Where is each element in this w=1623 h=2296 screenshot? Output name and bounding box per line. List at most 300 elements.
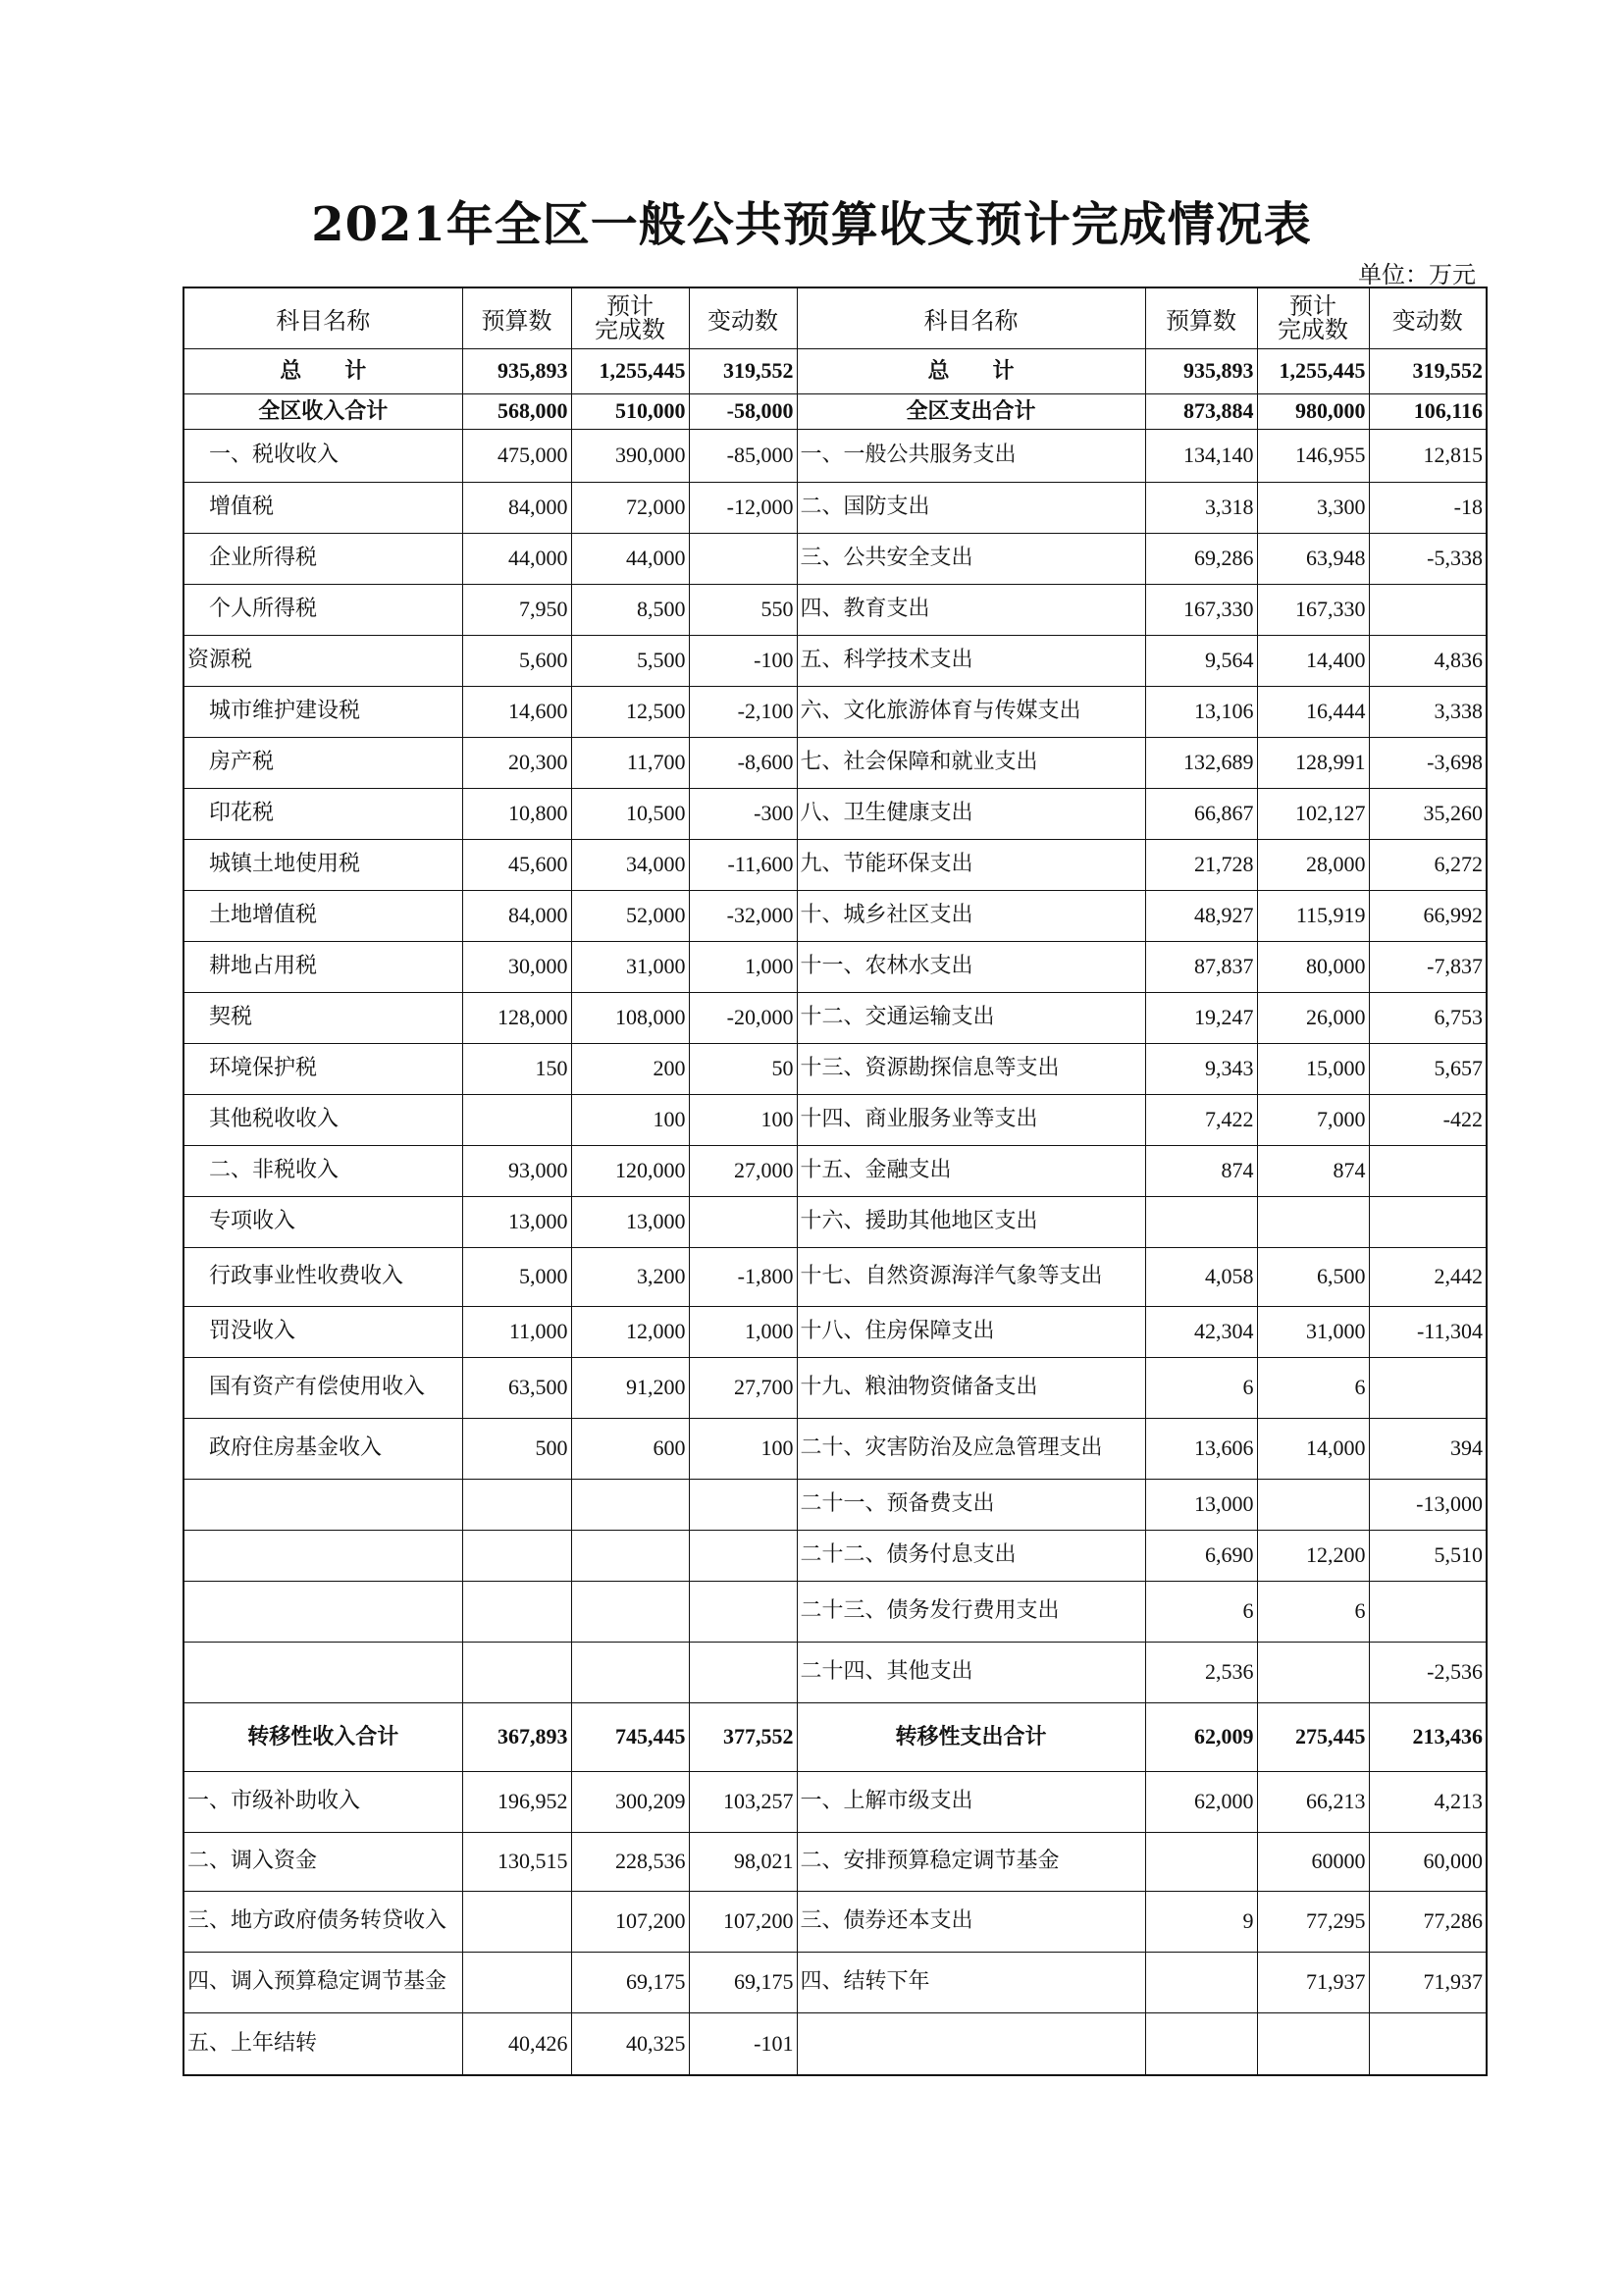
table-row (183, 1581, 1487, 1642)
expenditure-budget-cell: 66,867 (1145, 788, 1257, 839)
income-name-cell: 一、税收收入 (183, 429, 462, 482)
expenditure-name-cell: 十五、金融支出 (797, 1145, 1145, 1196)
income-estimate-cell: 228,536 (571, 1832, 689, 1891)
income-estimate-cell: 72,000 (571, 482, 689, 533)
income-estimate-cell: 91,200 (571, 1357, 689, 1418)
income-change-cell: 319,552 (689, 348, 797, 393)
expenditure-budget-cell: 9 (1145, 1891, 1257, 1952)
expenditure-change-cell: 66,992 (1369, 890, 1487, 941)
expenditure-estimate-cell: 12,200 (1257, 1530, 1369, 1581)
income-budget-cell: 45,600 (462, 839, 571, 890)
income-estimate-cell: 31,000 (571, 941, 689, 992)
expenditure-change-cell: -422 (1369, 1094, 1487, 1145)
unit-label: 单位：万元 (1358, 261, 1476, 288)
income-change-cell: 100 (689, 1418, 797, 1479)
income-change-cell: -300 (689, 788, 797, 839)
expenditure-name-cell: 十一、农林水支出 (797, 941, 1145, 992)
expenditure-change-cell: -18 (1369, 482, 1487, 533)
expenditure-name-cell: 八、卫生健康支出 (797, 788, 1145, 839)
expenditure-name-cell: 十、城乡社区支出 (797, 890, 1145, 941)
table-row (183, 635, 1487, 686)
income-name-cell: 五、上年结转 (183, 2012, 462, 2075)
expenditure-estimate-cell: 80,000 (1257, 941, 1369, 992)
expenditure-estimate-cell: 77,295 (1257, 1891, 1369, 1952)
income-change-cell: 550 (689, 584, 797, 635)
expenditure-budget-cell: 132,689 (1145, 737, 1257, 788)
income-change-cell: -32,000 (689, 890, 797, 941)
income-budget-cell: 84,000 (462, 890, 571, 941)
income-name-cell: 全区收入合计 (183, 393, 462, 429)
income-budget-cell: 150 (462, 1043, 571, 1094)
header-right-name: 科目名称 (797, 287, 1145, 348)
expenditure-change-cell: 6,753 (1369, 992, 1487, 1043)
expenditure-name-cell: 三、债券还本支出 (797, 1891, 1145, 1952)
expenditure-change-cell: 394 (1369, 1418, 1487, 1479)
income-estimate-cell: 100 (571, 1094, 689, 1145)
table-row (183, 992, 1487, 1043)
table-row (183, 1771, 1487, 1832)
income-estimate-cell (571, 1479, 689, 1530)
expenditure-name-cell: 三、公共安全支出 (797, 533, 1145, 584)
table-row (183, 1418, 1487, 1479)
expenditure-budget-cell: 13,106 (1145, 686, 1257, 737)
expenditure-budget-cell: 3,318 (1145, 482, 1257, 533)
income-budget-cell: 475,000 (462, 429, 571, 482)
expenditure-estimate-cell: 167,330 (1257, 584, 1369, 635)
income-name-cell: 二、调入资金 (183, 1832, 462, 1891)
expenditure-change-cell: 77,286 (1369, 1891, 1487, 1952)
income-budget-cell (462, 1891, 571, 1952)
expenditure-budget-cell: 6 (1145, 1581, 1257, 1642)
expenditure-budget-cell (1145, 1196, 1257, 1247)
table-row (183, 584, 1487, 635)
expenditure-change-cell: 4,213 (1369, 1771, 1487, 1832)
income-estimate-cell: 300,209 (571, 1771, 689, 1832)
income-budget-cell (462, 1479, 571, 1530)
table-row (183, 839, 1487, 890)
income-budget-cell: 935,893 (462, 348, 571, 393)
income-name-cell: 城市维护建设税 (183, 686, 462, 737)
expenditure-budget-cell: 873,884 (1145, 393, 1257, 429)
expenditure-change-cell: 6,272 (1369, 839, 1487, 890)
income-change-cell: 27,700 (689, 1357, 797, 1418)
expenditure-estimate-cell (1257, 1642, 1369, 1702)
table-header-row (183, 287, 1487, 348)
expenditure-change-cell (1369, 1196, 1487, 1247)
income-estimate-cell: 44,000 (571, 533, 689, 584)
table-row (183, 429, 1487, 482)
income-change-cell: 69,175 (689, 1952, 797, 2012)
income-budget-cell: 196,952 (462, 1771, 571, 1832)
expenditure-change-cell: -5,338 (1369, 533, 1487, 584)
header-right-budget: 预算数 (1145, 287, 1257, 348)
income-name-cell: 一、市级补助收入 (183, 1771, 462, 1832)
income-name-cell: 国有资产有偿使用收入 (183, 1357, 462, 1418)
header-right-estimate: 预计 完成数 (1257, 287, 1369, 348)
income-change-cell: 377,552 (689, 1702, 797, 1771)
expenditure-estimate-cell: 71,937 (1257, 1952, 1369, 2012)
income-change-cell (689, 1479, 797, 1530)
income-estimate-cell: 1,255,445 (571, 348, 689, 393)
expenditure-estimate-cell: 31,000 (1257, 1306, 1369, 1357)
table-row (183, 788, 1487, 839)
income-change-cell: 107,200 (689, 1891, 797, 1952)
expenditure-estimate-cell: 28,000 (1257, 839, 1369, 890)
income-budget-cell: 84,000 (462, 482, 571, 533)
expenditure-change-cell: 35,260 (1369, 788, 1487, 839)
income-name-cell: 增值税 (183, 482, 462, 533)
income-name-cell: 耕地占用税 (183, 941, 462, 992)
income-budget-cell: 500 (462, 1418, 571, 1479)
header-left-change: 变动数 (689, 287, 797, 348)
expenditure-estimate-cell: 26,000 (1257, 992, 1369, 1043)
income-budget-cell: 40,426 (462, 2012, 571, 2075)
income-change-cell (689, 1581, 797, 1642)
expenditure-change-cell: 12,815 (1369, 429, 1487, 482)
expenditure-budget-cell: 62,009 (1145, 1702, 1257, 1771)
table-row (183, 1043, 1487, 1094)
expenditure-budget-cell: 935,893 (1145, 348, 1257, 393)
expenditure-estimate-cell: 60000 (1257, 1832, 1369, 1891)
expenditure-change-cell: 4,836 (1369, 635, 1487, 686)
income-budget-cell: 30,000 (462, 941, 571, 992)
income-estimate-cell: 107,200 (571, 1891, 689, 1952)
table-row (183, 1952, 1487, 2012)
expenditure-budget-cell: 874 (1145, 1145, 1257, 1196)
table-row (183, 2012, 1487, 2075)
expenditure-budget-cell: 4,058 (1145, 1247, 1257, 1306)
expenditure-budget-cell: 13,606 (1145, 1418, 1257, 1479)
income-budget-cell (462, 1094, 571, 1145)
income-name-cell: 专项收入 (183, 1196, 462, 1247)
expenditure-change-cell: 319,552 (1369, 348, 1487, 393)
expenditure-estimate-cell: 14,000 (1257, 1418, 1369, 1479)
table-row (183, 737, 1487, 788)
table-row (183, 1247, 1487, 1306)
income-estimate-cell: 108,000 (571, 992, 689, 1043)
income-name-cell: 契税 (183, 992, 462, 1043)
income-name-cell (183, 1581, 462, 1642)
expenditure-estimate-cell: 63,948 (1257, 533, 1369, 584)
expenditure-change-cell: 5,657 (1369, 1043, 1487, 1094)
expenditure-budget-cell: 167,330 (1145, 584, 1257, 635)
income-estimate-cell: 12,000 (571, 1306, 689, 1357)
income-change-cell: -101 (689, 2012, 797, 2075)
expenditure-estimate-cell: 66,213 (1257, 1771, 1369, 1832)
expenditure-change-cell: -2,536 (1369, 1642, 1487, 1702)
expenditure-change-cell (1369, 1145, 1487, 1196)
expenditure-change-cell: -3,698 (1369, 737, 1487, 788)
expenditure-budget-cell: 13,000 (1145, 1479, 1257, 1530)
income-name-cell: 印花税 (183, 788, 462, 839)
income-change-cell: -100 (689, 635, 797, 686)
expenditure-change-cell (1369, 2012, 1487, 2075)
income-budget-cell: 11,000 (462, 1306, 571, 1357)
header-left-name: 科目名称 (183, 287, 462, 348)
table-row (183, 1642, 1487, 1702)
income-change-cell: 1,000 (689, 1306, 797, 1357)
income-name-cell: 其他税收收入 (183, 1094, 462, 1145)
expenditure-change-cell: 60,000 (1369, 1832, 1487, 1891)
expenditure-estimate-cell: 980,000 (1257, 393, 1369, 429)
document-title: 2021年全区一般公共预算收支预计完成情况表 (311, 197, 1312, 252)
income-name-cell: 资源税 (183, 635, 462, 686)
expenditure-change-cell: 106,116 (1369, 393, 1487, 429)
expenditure-name-cell: 一、上解市级支出 (797, 1771, 1145, 1832)
income-estimate-cell (571, 1642, 689, 1702)
expenditure-name-cell (797, 2012, 1145, 2075)
income-change-cell (689, 1530, 797, 1581)
income-name-cell: 环境保护税 (183, 1043, 462, 1094)
table-row (183, 1094, 1487, 1145)
table-row (183, 533, 1487, 584)
expenditure-estimate-cell: 16,444 (1257, 686, 1369, 737)
expenditure-change-cell: 3,338 (1369, 686, 1487, 737)
income-name-cell: 政府住房基金收入 (183, 1418, 462, 1479)
expenditure-change-cell (1369, 1357, 1487, 1418)
expenditure-budget-cell: 48,927 (1145, 890, 1257, 941)
expenditure-budget-cell: 134,140 (1145, 429, 1257, 482)
expenditure-change-cell: 5,510 (1369, 1530, 1487, 1581)
income-budget-cell: 14,600 (462, 686, 571, 737)
income-estimate-cell: 5,500 (571, 635, 689, 686)
income-change-cell: -2,100 (689, 686, 797, 737)
expenditure-budget-cell: 9,564 (1145, 635, 1257, 686)
income-name-cell (183, 1479, 462, 1530)
expenditure-budget-cell: 6,690 (1145, 1530, 1257, 1581)
income-budget-cell: 13,000 (462, 1196, 571, 1247)
income-change-cell: -11,600 (689, 839, 797, 890)
expenditure-name-cell: 十七、自然资源海洋气象等支出 (797, 1247, 1145, 1306)
income-estimate-cell: 40,325 (571, 2012, 689, 2075)
table-row (183, 1357, 1487, 1418)
table-row (183, 482, 1487, 533)
income-change-cell: 103,257 (689, 1771, 797, 1832)
expenditure-change-cell: -7,837 (1369, 941, 1487, 992)
expenditure-budget-cell (1145, 2012, 1257, 2075)
income-budget-cell: 367,893 (462, 1702, 571, 1771)
income-name-cell: 罚没收入 (183, 1306, 462, 1357)
income-change-cell (689, 533, 797, 584)
expenditure-estimate-cell: 6,500 (1257, 1247, 1369, 1306)
budget-table (183, 287, 1488, 2076)
expenditure-name-cell: 十三、资源勘探信息等支出 (797, 1043, 1145, 1094)
expenditure-estimate-cell: 1,255,445 (1257, 348, 1369, 393)
table-row (183, 393, 1487, 429)
expenditure-name-cell: 十八、住房保障支出 (797, 1306, 1145, 1357)
income-change-cell: -1,800 (689, 1247, 797, 1306)
income-change-cell: -8,600 (689, 737, 797, 788)
expenditure-name-cell: 四、结转下年 (797, 1952, 1145, 2012)
expenditure-estimate-cell: 15,000 (1257, 1043, 1369, 1094)
income-estimate-cell: 510,000 (571, 393, 689, 429)
expenditure-budget-cell: 21,728 (1145, 839, 1257, 890)
income-change-cell: 100 (689, 1094, 797, 1145)
income-estimate-cell: 52,000 (571, 890, 689, 941)
income-budget-cell (462, 1642, 571, 1702)
expenditure-name-cell: 五、科学技术支出 (797, 635, 1145, 686)
income-change-cell (689, 1642, 797, 1702)
expenditure-budget-cell: 62,000 (1145, 1771, 1257, 1832)
income-change-cell: -12,000 (689, 482, 797, 533)
table-row (183, 1530, 1487, 1581)
expenditure-budget-cell (1145, 1952, 1257, 2012)
income-name-cell: 行政事业性收费收入 (183, 1247, 462, 1306)
income-name-cell (183, 1530, 462, 1581)
expenditure-change-cell: 2,442 (1369, 1247, 1487, 1306)
expenditure-budget-cell: 7,422 (1145, 1094, 1257, 1145)
expenditure-budget-cell: 69,286 (1145, 533, 1257, 584)
expenditure-name-cell: 十四、商业服务业等支出 (797, 1094, 1145, 1145)
expenditure-budget-cell: 87,837 (1145, 941, 1257, 992)
income-estimate-cell: 12,500 (571, 686, 689, 737)
table-row (183, 890, 1487, 941)
income-name-cell: 转移性收入合计 (183, 1702, 462, 1771)
income-name-cell: 三、地方政府债务转贷收入 (183, 1891, 462, 1952)
income-estimate-cell: 13,000 (571, 1196, 689, 1247)
table-row (183, 1479, 1487, 1530)
income-name-cell: 二、非税收入 (183, 1145, 462, 1196)
table-row (183, 1702, 1487, 1771)
income-budget-cell (462, 1952, 571, 2012)
table-row (183, 1832, 1487, 1891)
expenditure-budget-cell: 2,536 (1145, 1642, 1257, 1702)
income-change-cell: 98,021 (689, 1832, 797, 1891)
expenditure-change-cell (1369, 1581, 1487, 1642)
income-estimate-cell: 600 (571, 1418, 689, 1479)
table-row (183, 1145, 1487, 1196)
income-budget-cell: 93,000 (462, 1145, 571, 1196)
income-change-cell: 50 (689, 1043, 797, 1094)
income-estimate-cell: 8,500 (571, 584, 689, 635)
expenditure-estimate-cell (1257, 2012, 1369, 2075)
expenditure-name-cell: 一、一般公共服务支出 (797, 429, 1145, 482)
expenditure-name-cell: 二、安排预算稳定调节基金 (797, 1832, 1145, 1891)
income-change-cell (689, 1196, 797, 1247)
table-row (183, 348, 1487, 393)
expenditure-budget-cell: 19,247 (1145, 992, 1257, 1043)
expenditure-change-cell: -11,304 (1369, 1306, 1487, 1357)
expenditure-change-cell: 213,436 (1369, 1702, 1487, 1771)
table-row (183, 1891, 1487, 1952)
income-name-cell: 企业所得税 (183, 533, 462, 584)
income-change-cell: -58,000 (689, 393, 797, 429)
income-estimate-cell: 745,445 (571, 1702, 689, 1771)
income-budget-cell: 5,000 (462, 1247, 571, 1306)
income-budget-cell: 568,000 (462, 393, 571, 429)
income-change-cell: -20,000 (689, 992, 797, 1043)
header-left-estimate: 预计 完成数 (571, 287, 689, 348)
expenditure-change-cell (1369, 584, 1487, 635)
income-budget-cell (462, 1581, 571, 1642)
expenditure-change-cell: 71,937 (1369, 1952, 1487, 2012)
expenditure-name-cell: 二十三、债务发行费用支出 (797, 1581, 1145, 1642)
income-estimate-cell: 34,000 (571, 839, 689, 890)
header-right-change: 变动数 (1369, 287, 1487, 348)
expenditure-budget-cell: 6 (1145, 1357, 1257, 1418)
income-estimate-cell: 10,500 (571, 788, 689, 839)
income-change-cell: 1,000 (689, 941, 797, 992)
income-estimate-cell: 200 (571, 1043, 689, 1094)
table-row (183, 1196, 1487, 1247)
income-budget-cell: 128,000 (462, 992, 571, 1043)
income-name-cell: 总 计 (183, 348, 462, 393)
expenditure-estimate-cell: 14,400 (1257, 635, 1369, 686)
income-budget-cell: 63,500 (462, 1357, 571, 1418)
expenditure-budget-cell: 9,343 (1145, 1043, 1257, 1094)
income-estimate-cell: 11,700 (571, 737, 689, 788)
table-row (183, 686, 1487, 737)
expenditure-name-cell: 二、国防支出 (797, 482, 1145, 533)
expenditure-estimate-cell: 6 (1257, 1357, 1369, 1418)
income-name-cell: 房产税 (183, 737, 462, 788)
expenditure-estimate-cell: 3,300 (1257, 482, 1369, 533)
expenditure-name-cell: 七、社会保障和就业支出 (797, 737, 1145, 788)
income-budget-cell: 130,515 (462, 1832, 571, 1891)
income-change-cell: 27,000 (689, 1145, 797, 1196)
income-estimate-cell (571, 1581, 689, 1642)
expenditure-name-cell: 十六、援助其他地区支出 (797, 1196, 1145, 1247)
expenditure-name-cell: 总 计 (797, 348, 1145, 393)
income-budget-cell (462, 1530, 571, 1581)
expenditure-estimate-cell: 874 (1257, 1145, 1369, 1196)
income-change-cell: -85,000 (689, 429, 797, 482)
income-estimate-cell: 3,200 (571, 1247, 689, 1306)
expenditure-name-cell: 四、教育支出 (797, 584, 1145, 635)
expenditure-name-cell: 二十、灾害防治及应急管理支出 (797, 1418, 1145, 1479)
expenditure-name-cell: 二十一、预备费支出 (797, 1479, 1145, 1530)
expenditure-name-cell: 九、节能环保支出 (797, 839, 1145, 890)
expenditure-estimate-cell: 102,127 (1257, 788, 1369, 839)
expenditure-name-cell: 十二、交通运输支出 (797, 992, 1145, 1043)
income-budget-cell: 44,000 (462, 533, 571, 584)
expenditure-estimate-cell: 7,000 (1257, 1094, 1369, 1145)
expenditure-estimate-cell: 146,955 (1257, 429, 1369, 482)
expenditure-change-cell: -13,000 (1369, 1479, 1487, 1530)
expenditure-name-cell: 六、文化旅游体育与传媒支出 (797, 686, 1145, 737)
income-budget-cell: 7,950 (462, 584, 571, 635)
expenditure-budget-cell: 42,304 (1145, 1306, 1257, 1357)
expenditure-budget-cell (1145, 1832, 1257, 1891)
header-left-budget: 预算数 (462, 287, 571, 348)
expenditure-name-cell: 二十二、债务付息支出 (797, 1530, 1145, 1581)
income-estimate-cell: 69,175 (571, 1952, 689, 2012)
income-name-cell (183, 1642, 462, 1702)
income-estimate-cell (571, 1530, 689, 1581)
income-name-cell: 四、调入预算稳定调节基金 (183, 1952, 462, 2012)
expenditure-estimate-cell (1257, 1196, 1369, 1247)
income-estimate-cell: 390,000 (571, 429, 689, 482)
expenditure-name-cell: 十九、粮油物资储备支出 (797, 1357, 1145, 1418)
income-budget-cell: 5,600 (462, 635, 571, 686)
expenditure-name-cell: 转移性支出合计 (797, 1702, 1145, 1771)
table-row (183, 1306, 1487, 1357)
income-name-cell: 土地增值税 (183, 890, 462, 941)
income-budget-cell: 10,800 (462, 788, 571, 839)
expenditure-estimate-cell (1257, 1479, 1369, 1530)
expenditure-name-cell: 二十四、其他支出 (797, 1642, 1145, 1702)
expenditure-name-cell: 全区支出合计 (797, 393, 1145, 429)
income-name-cell: 城镇土地使用税 (183, 839, 462, 890)
expenditure-estimate-cell: 275,445 (1257, 1702, 1369, 1771)
income-name-cell: 个人所得税 (183, 584, 462, 635)
expenditure-estimate-cell: 128,991 (1257, 737, 1369, 788)
expenditure-estimate-cell: 115,919 (1257, 890, 1369, 941)
table-row (183, 941, 1487, 992)
income-budget-cell: 20,300 (462, 737, 571, 788)
income-estimate-cell: 120,000 (571, 1145, 689, 1196)
expenditure-estimate-cell: 6 (1257, 1581, 1369, 1642)
